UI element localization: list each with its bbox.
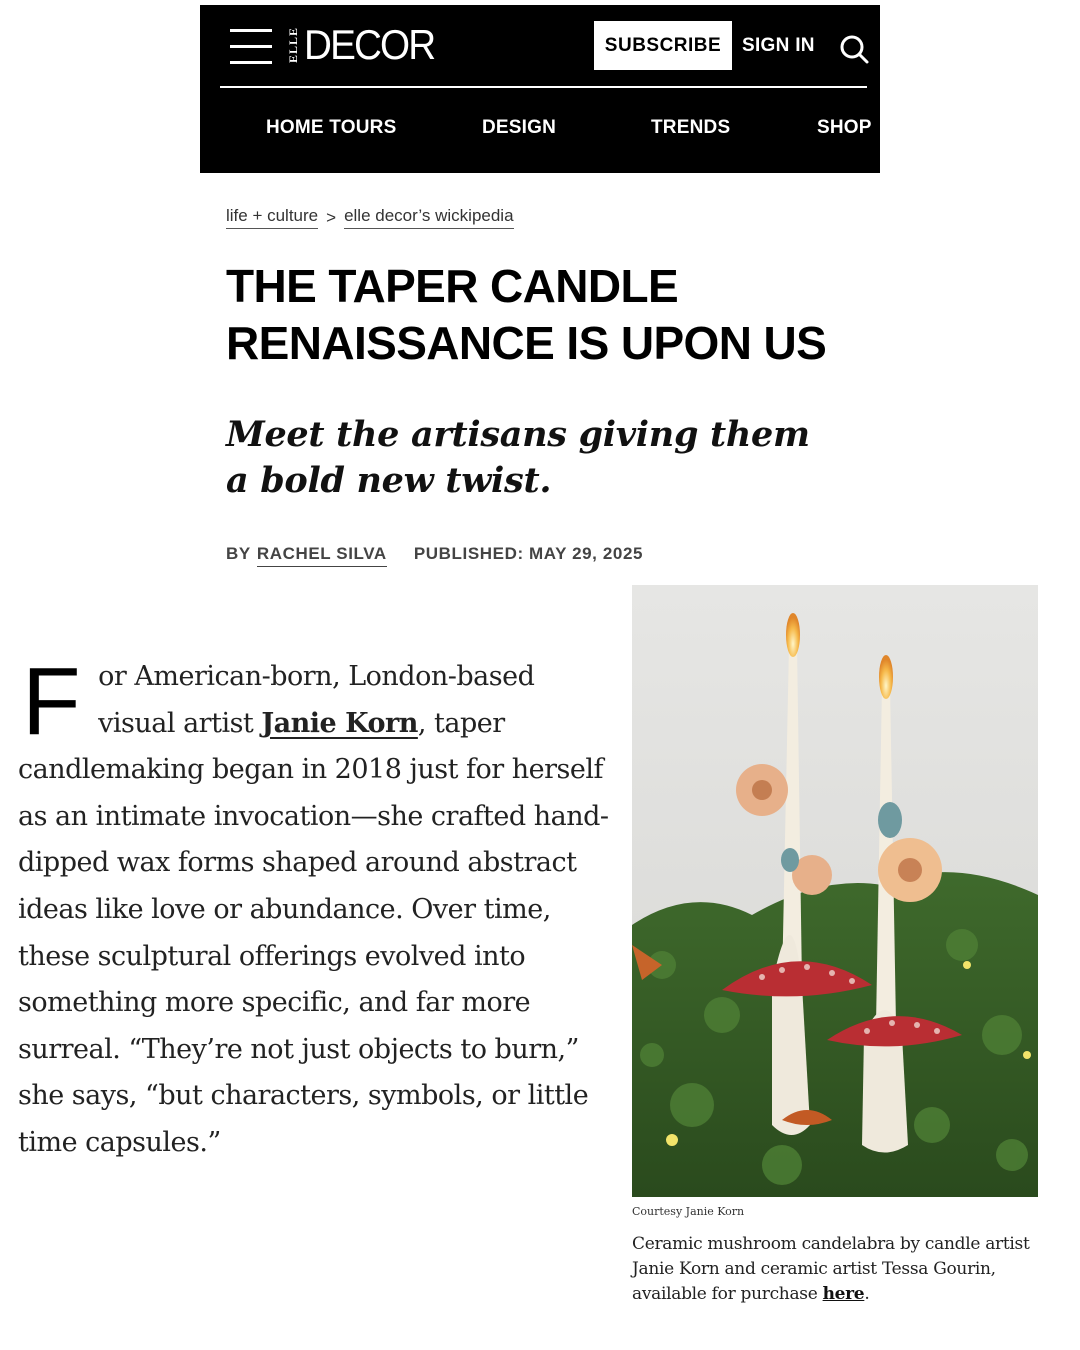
logo-elle-text: ELLE [286, 26, 300, 63]
photo-credit: Courtesy Janie Korn [632, 1205, 745, 1218]
body-text-part2: , taper candlemaking began in 2018 just for herself as an intimate invocation—she crafted hand-dipped wax forms shaped around abstract ideas like love or abundance. Over time, these sculptural offerings evolved into something more specific, and far more surreal. “They’re not just objects to burn,” she says, “but characters, symbols, or little time capsules.” [18, 707, 609, 1158]
site-header [200, 5, 880, 173]
nav-item-design[interactable]: DESIGN [482, 117, 557, 138]
breadcrumb [226, 206, 514, 229]
site-logo[interactable] [286, 21, 446, 69]
article-dek: Meet the artisans giving them a bold new twist. [226, 414, 810, 501]
caption-text: Ceramic mushroom candelabra by candle artist Janie Korn and ceramic artist Tessa Gourin, available for purchase [632, 1234, 1030, 1304]
logo-decor-text: DECOR [304, 21, 435, 68]
byline [226, 544, 643, 567]
janie-korn-link[interactable]: Janie Korn [261, 707, 418, 739]
breadcrumb-item-wickipedia[interactable]: elle decor’s wickipedia [344, 206, 513, 229]
subscribe-button[interactable]: SUBSCRIBE [594, 21, 732, 70]
candelabra-photo [632, 585, 1038, 1197]
article-title: THE TAPER CANDLE RENAISSANCE IS UPON US [226, 260, 827, 369]
byline-prefix: BY [226, 544, 251, 563]
caption-purchase-link[interactable]: here [822, 1284, 865, 1304]
header-divider [220, 86, 867, 88]
nav-item-shop[interactable]: SHOP [817, 117, 872, 138]
hamburger-menu-icon[interactable] [230, 27, 272, 67]
main-nav [200, 105, 880, 151]
nav-item-home-tours[interactable]: HOME TOURS [266, 117, 397, 138]
author-link[interactable]: RACHEL SILVA [257, 544, 387, 567]
search-icon[interactable] [838, 33, 870, 65]
drop-cap: F [22, 648, 81, 755]
article-body-paragraph [18, 648, 618, 1167]
breadcrumb-item-life-culture[interactable]: life + culture [226, 206, 318, 229]
breadcrumb-separator: > [326, 207, 337, 227]
photo-caption [632, 1232, 1042, 1307]
caption-end: . [864, 1284, 870, 1304]
nav-item-trends[interactable]: TRENDS [651, 117, 731, 138]
sign-in-link[interactable]: SIGN IN [742, 35, 815, 56]
body-text-part1: or American-born, London-based visual artist [98, 661, 535, 739]
publish-date: PUBLISHED: MAY 29, 2025 [413, 544, 644, 563]
